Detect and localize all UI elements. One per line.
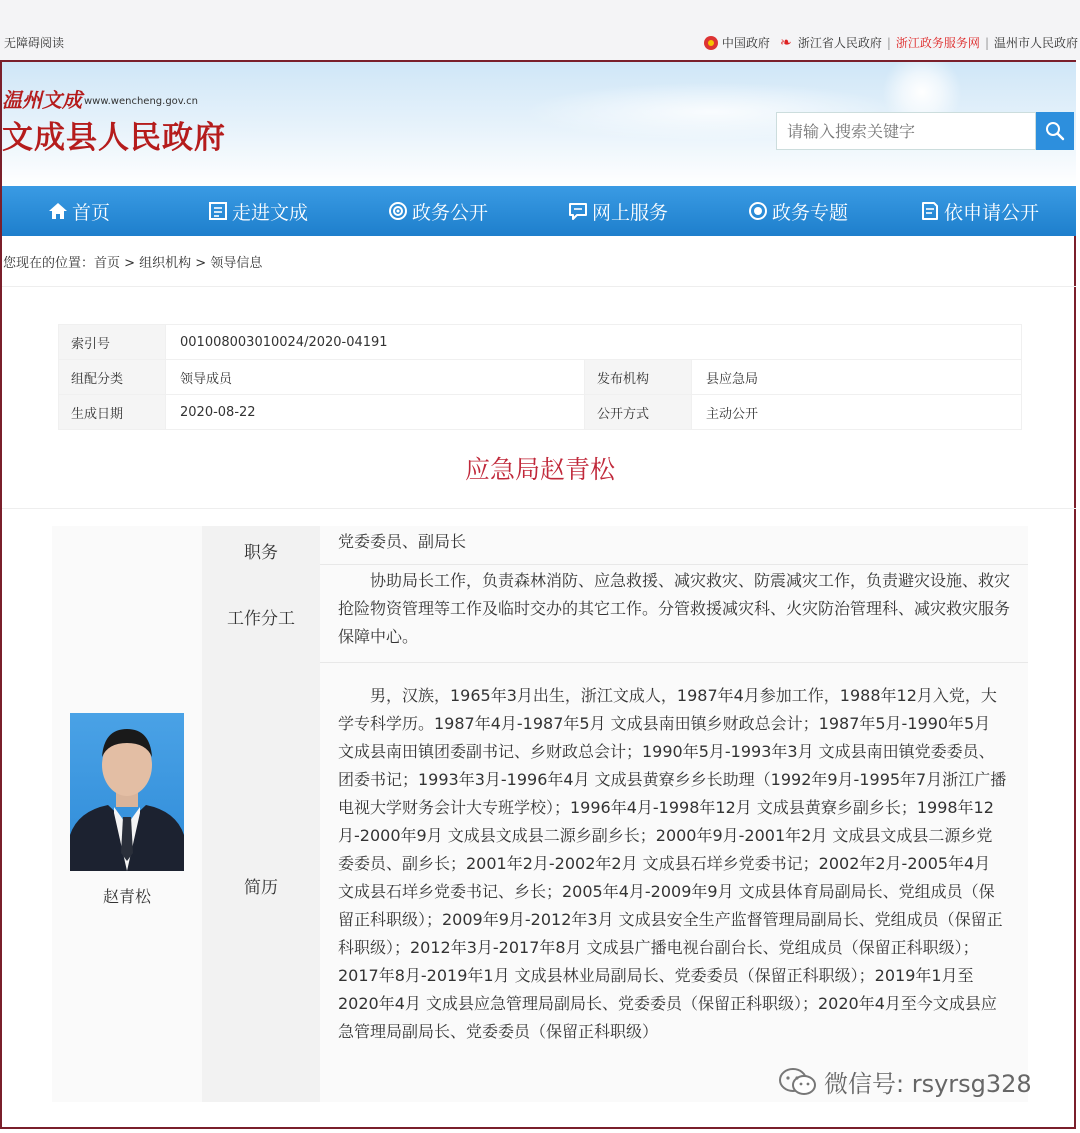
divider [2,508,1076,509]
link-zhejiang-gov[interactable]: ❧ 浙江省人民政府 [779,34,882,51]
search-button[interactable] [1036,112,1074,150]
position-value: 党委委员、副局长 [338,532,467,551]
external-links [694,34,1078,51]
site-name[interactable]: 文成县人民政府 [2,120,226,156]
meta-value: 001008003010024/2020-04191 [166,325,1022,360]
row-separator [320,564,1028,565]
chat-icon [568,201,588,221]
document-meta-table [58,324,1022,430]
nav-item-apply-disclosure[interactable]: 依申请公开 [920,186,1039,236]
resume-value: 男，汉族，1965年3月出生，浙江文成人，1987年4月参加工作，1988年12月入党，大学专科学历。1987年4月-1987年5月 文成县南田镇乡财政总会计；1987年5月-1990年5月 文成县南田镇团委副书记、乡财政总会计；1990年5月-1993年3月 文成县南田镇党委委员、团委书记；1993年3月-1996年4月 文成县黄寮乡乡长助理（1992年9月-1995年7月浙江广播电视大学财务会计大专班学校）；1996年4月-1998年12月 文成县黄寮乡副乡长；1998年12月-2000年9月 文成县文成县二源乡副乡长；2000年9月-2001年2月 文成县文成县二源乡党委委员、副乡长；2001年2月-2002年2月 文成县石垟乡党委书记；2002年2月-2005年4月 文成县石垟乡党委书记、乡长；2005年4月-2009年9月 文成县体育局副局长、党组成员（保留正科职级）；2009年9月-2012年3月 文成县安全生产监督管理局副局长、党组成员（保留正科职级）；2012年3月-2017年8月 文成县广播电视台副台长、党组成员（保留正科职级）；2017年8月-2019年1月 文成县林业局副局长、党委委员（保留正科职级）；2019年1月至2020年4月 文成县应急管理局副局长、党委委员（保留正科职级）；2020年4月至今文成县应急管理局副局长、党委委员（保留正科职级） [338,686,1007,1041]
search-icon [1045,121,1065,141]
search-input[interactable] [776,112,1036,150]
national-emblem-icon [704,36,718,50]
table-row [59,395,1022,430]
meta-value: 主动公开 [692,395,1022,430]
home-icon [48,202,68,220]
separator: | [984,35,989,50]
top-utility-bar [0,0,1080,60]
position-label: 职务 [244,543,278,563]
search-box [776,112,1074,150]
duty-label: 工作分工 [227,609,295,629]
breadcrumb[interactable]: 您现在的位置：首页 > 组织机构 > 领导信息 [3,256,263,271]
zhejiang-logo-icon: ❧ [779,34,792,51]
separator: | [886,35,891,50]
wechat-watermark: 微信号: rsyrsg328 [778,1064,1032,1099]
row-separator [320,662,1028,663]
duty-value: 协助局长工作，负责森林消防、应急救援、减灾救灾、防震减灾工作，负责避灾设施、救灾抢险物资管理等工作及临时交办的其它工作。分管救援减灾科、火灾防治管理科、减灾救灾服务保障中心。 [338,571,1011,646]
meta-key: 索引号 [59,325,166,360]
leader-name: 赵青松 [102,887,151,906]
nav-item-open-gov[interactable]: 政务公开 [388,186,488,236]
header-banner [2,62,1076,186]
divider [2,286,1076,287]
main-nav [2,186,1076,236]
eye-icon [748,201,768,221]
link-central-gov[interactable]: 中国政府 [704,34,770,51]
broadcast-icon [388,201,408,221]
document-icon [920,201,940,221]
meta-value: 2020-08-22 [166,395,585,430]
portrait-image [70,713,184,871]
meta-key: 生成日期 [59,395,166,430]
meta-value: 领导成员 [166,360,585,395]
meta-key: 组配分类 [59,360,166,395]
meta-key: 公开方式 [585,395,692,430]
page-title: 应急局赵青松 [464,455,615,484]
wechat-icon [778,1067,818,1097]
meta-value: 县应急局 [692,360,1022,395]
nav-item-about[interactable]: 走进文成 [208,186,308,236]
resume-label: 简历 [244,878,278,898]
table-row [59,325,1022,360]
nav-item-home[interactable]: 首页 [48,186,110,236]
table-row [59,360,1022,395]
link-zhejiang-service[interactable]: 浙江政务服务网 [895,36,980,50]
nav-item-online-service[interactable]: 网上服务 [568,186,668,236]
accessibility-link[interactable]: 无障碍阅读 [4,36,65,50]
link-wenzhou-gov[interactable]: 温州市人民政府 [993,36,1078,50]
nav-item-topics[interactable]: 政务专题 [748,186,848,236]
site-logo-script[interactable]: 温州文成 [2,88,82,112]
meta-key: 发布机构 [585,360,692,395]
book-icon [208,201,228,221]
site-url: www.wencheng.gov.cn [84,96,198,107]
leader-photo [70,713,184,871]
